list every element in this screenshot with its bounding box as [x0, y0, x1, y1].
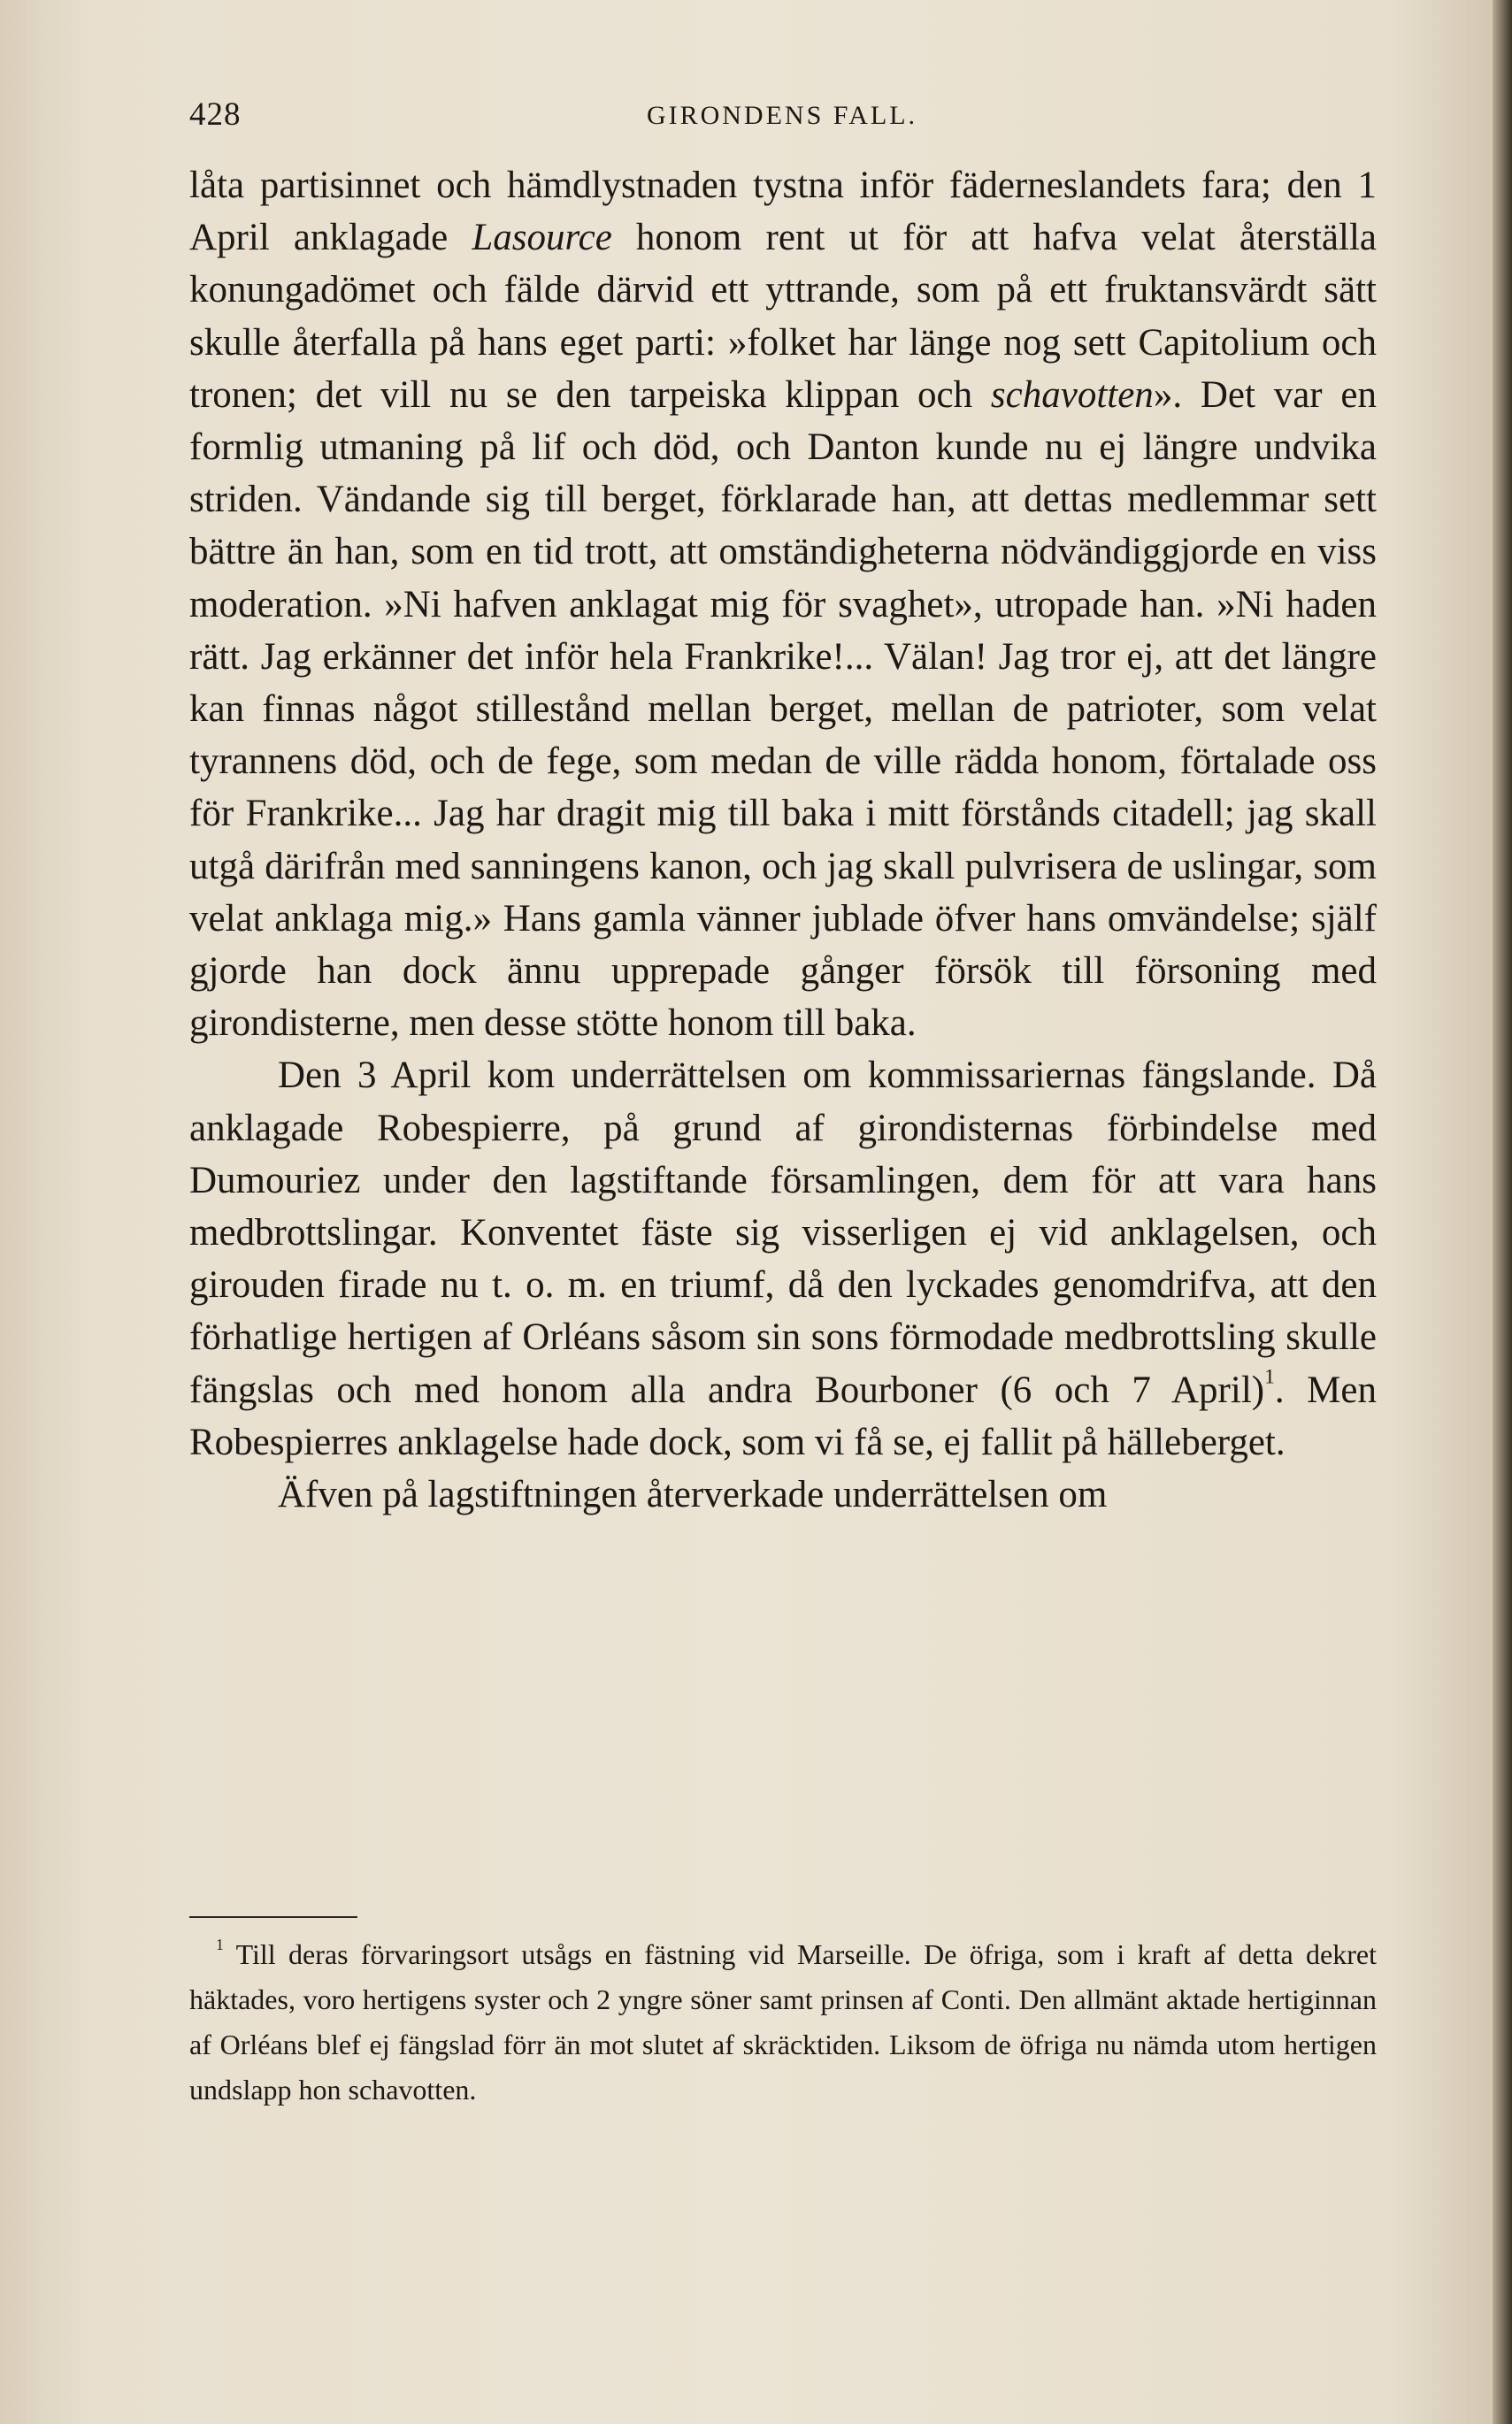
body-text: [189, 159, 1377, 1521]
footnote: [189, 1932, 1377, 2113]
italic-word-schavotten: schavotten: [990, 373, 1154, 416]
paragraph-1: låta partisinnet och hämdlystnaden tystna inför fäderneslandets fara; den 1 April anklagade Lasource honom rent ut för att hafva velat återställa konungadömet och fälde därvid ett yttrande, som på ett fruktansvärdt sätt skulle återfalla på hans eget parti: »folket har länge nog sett Capitolium och tronen; det vill nu se den tarpeiska klippan och schavotten». Det var en formlig utmaning på lif och död, och Danton kunde nu ej längre undvika striden. Vändande sig till berget, förklarade han, att dettas medlemmar sett bättre än han, som en tid trott, att omständigheterna nödvändiggjorde en viss moderation. »Ni hafven anklagat mig för svaghet», utropade han. »Ni haden rätt. Jag erkänner det inför hela Frankrike!... Välan! Jag tror ej, att det längre kan finnas något stillestånd mellan berget, mellan de patrioter, som velat tyrannens död, och de fege, som medan de ville rädda honom, förtalade oss för Frankrike... Jag har dragit mig till baka i mitt förstånds citadell; jag skall utgå därifrån med sanningens kanon, och jag skall pulvrisera de uslingar, som velat anklaga mig.» Hans gamla vänner jublade öfver hans omvändelse; själf gjorde han dock ännu upprepade gånger försök till försoning med girondisterne, men desse stötte honom till baka.: [189, 165, 1377, 1045]
page-header: [189, 96, 1375, 140]
footnote-text: Till deras förvaringsort utsågs en fästning vid Marseille. De öfriga, som i kraft af detta dekret häktades, voro hertigens syster och 2 yngre söner samt prinsen af Conti. Den allmänt aktade hertiginnan af Orléans blef ej fängslad förr än mot slutet af skräcktiden. Liksom de öfriga nu nämda utom hertigen undslapp hon schavotten.: [189, 1938, 1377, 2106]
footnote-mark: 1: [216, 1936, 224, 1954]
page-number: 428: [189, 96, 242, 133]
footnote-rule: [189, 1916, 357, 1918]
paragraph-2: Den 3 April kom underrättelsen om kommissariernas fängslande. Då anklagade Robespierre, på grund af girondisternas förbindelse med Dumouriez under den lagstiftande församlingen, dem för att vara hans medbrottslingar. Konventet fäste sig visserligen ej vid anklagelsen, och girouden firade nu t. o. m. en triumf, då den lyckades genomdrifva, att den förhatlige hertigen af Orléans såsom sin sons förmodade medbrottsling skulle fängslas och med honom alla andra Bourboner (6 och 7 April)$^1$. Men Robespierres anklagelse hade dock, som vi få se, ej fallit på hälleberget.: [189, 1055, 1377, 1463]
running-head: GIRONDENS FALL.: [646, 101, 918, 130]
italic-name-lasource: Lasource: [472, 217, 612, 259]
footnote-reference: 1: [1264, 1365, 1275, 1389]
paragraph-3: Äfven på lagstiftningen återverkade underrättelsen om: [278, 1474, 1108, 1516]
page-edge-shadow: [1493, 0, 1512, 2424]
